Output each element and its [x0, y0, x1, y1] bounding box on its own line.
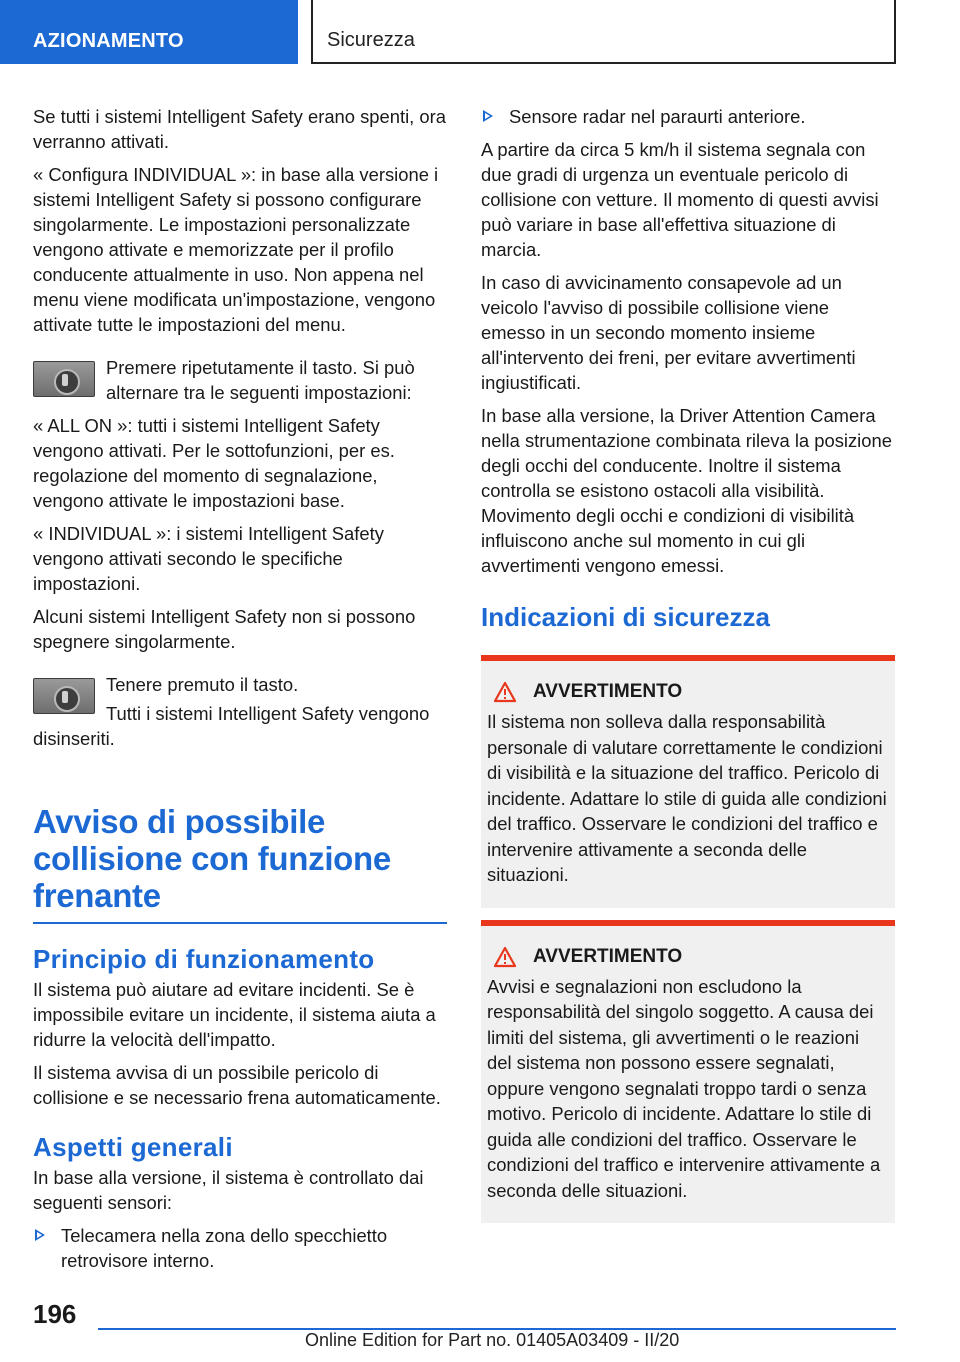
paragraph: Tutti i sistemi Intelligent Safety vengono disinseriti. — [33, 703, 430, 749]
warning-title — [487, 946, 887, 968]
button-instruction — [33, 672, 447, 697]
subsection-heading: Aspetti generali — [33, 1132, 233, 1162]
paragraph: In caso di avvicinamento consapevole ad un veicolo l'avviso di possibile collisione viene emesso in un secondo momento insieme all'intervento dei freni, per evitare avvertimenti ingiustificati. — [481, 272, 856, 393]
paragraph: Il sistema può aiutare ad evitare incidenti. Se è impossibile evitare un incidente, il sistema aiuta a ridurre la velocità dell'impatto. — [33, 979, 436, 1050]
list-item-text: Sensore radar nel paraurti anteriore. — [509, 106, 806, 127]
warning-title — [487, 681, 887, 703]
left-column — [33, 104, 447, 1281]
section-tab: AZIONAMENTO — [0, 0, 298, 64]
warning-box — [481, 655, 895, 908]
intelligent-safety-button-icon — [33, 678, 95, 714]
bullet-triangle-icon — [35, 1229, 45, 1241]
paragraph: A partire da circa 5 km/h il sistema segnala con due gradi di urgenza un eventuale pericolo di collisione con vetture. Il momento di questi avvisi può variare in base all'effettiva situazione di marcia. — [481, 139, 879, 260]
list-item — [33, 1223, 447, 1273]
footer-edition: Online Edition for Part no. 01405A03409 - II/20 — [305, 1330, 680, 1350]
warning-text: Il sistema non solleva dalla responsabilità personale di valutare correttamente le condizioni di visibilità e la situazione del traffico. Pericolo di incidente. Adattare lo stile di guida alle condizioni del traffico. Osservare le condizioni del traffico e intervenire attivamente a seconda delle situazioni. — [487, 711, 887, 885]
warning-title-text: AVVERTIMENTO — [533, 681, 683, 702]
list-item — [481, 104, 895, 129]
page-number: 196 — [33, 1299, 77, 1329]
warning-triangle-icon — [493, 946, 517, 968]
section-heading: Indicazioni di sicurezza — [481, 602, 770, 632]
chapter-title: Sicurezza — [311, 0, 896, 64]
warning-triangle-icon — [493, 681, 517, 703]
subsection-heading: Principio di funzionamento — [33, 944, 375, 974]
warning-title-text: AVVERTIMENTO — [533, 945, 683, 967]
paragraph: In base alla versione, la Driver Attention Camera nella strumentazione combinata rileva la posizione degli occhi del conducente. Inoltre il sistema controlla se esistono ostacoli alla visibilità. Movimento degli occhi e condizioni di visibilità influiscono anche sul momento in cui gli avvertimenti vengono emessi. — [481, 405, 892, 576]
intelligent-safety-button-icon — [33, 361, 95, 397]
paragraph: « ALL ON »: tutti i sistemi Intelligent Safety vengono attivati. Per le sottofunzioni, per es. regolazione del momento di segnalazione, vengono attivate le impostazioni base. — [33, 415, 395, 511]
paragraph: Alcuni sistemi Intelligent Safety non si possono spegnere singolarmente. — [33, 606, 416, 652]
section-heading: Avviso di possibile collisione con funzione frenante — [33, 803, 447, 924]
instruction-text: Tenere premuto il tasto. — [106, 674, 299, 695]
paragraph: Il sistema avvisa di un possibile pericolo di collisione e se necessario frena automaticamente. — [33, 1062, 441, 1108]
paragraph: Se tutti i sistemi Intelligent Safety erano spenti, ora verranno attivati. — [33, 106, 446, 152]
paragraph: In base alla versione, il sistema è controllato dai seguenti sensori: — [33, 1167, 424, 1213]
paragraph: « INDIVIDUAL »: i sistemi Intelligent Safety vengono attivati secondo le specifiche impostazioni. — [33, 523, 384, 594]
warning-box — [481, 920, 895, 1224]
right-column — [481, 104, 895, 1235]
warning-text: Avvisi e segnalazioni non escludono la responsabilità del singolo soggetto. A causa dei limiti del sistema, gli avvertimenti o le reazioni del sistema non possono essere segnalati, oppure vengono segnalati troppo tardi o senza motivo. Pericolo di incidente. Adattare lo stile di guida alle condizioni del traffico. Osservare le condizioni del traffico e intervenire attivamente a seconda delle situazioni. — [487, 975, 881, 1201]
bullet-triangle-icon — [483, 110, 493, 122]
button-instruction — [33, 355, 447, 405]
list-item-text: Telecamera nella zona dello specchietto retrovisore interno. — [61, 1225, 388, 1271]
paragraph: « Configura INDIVIDUAL »: in base alla versione i sistemi Intelligent Safety si possono configurare singolarmente. Le impostazioni personalizzate vengono attivate e memorizzate per il profilo conducente attualmente in uso. Non appena nel menu viene modificata un'impostazione, vengono attivate tutte le impostazioni del menu. — [33, 164, 439, 335]
instruction-text: Premere ripetutamente il tasto. Si può alternare tra le seguenti impostazioni: — [106, 357, 415, 403]
